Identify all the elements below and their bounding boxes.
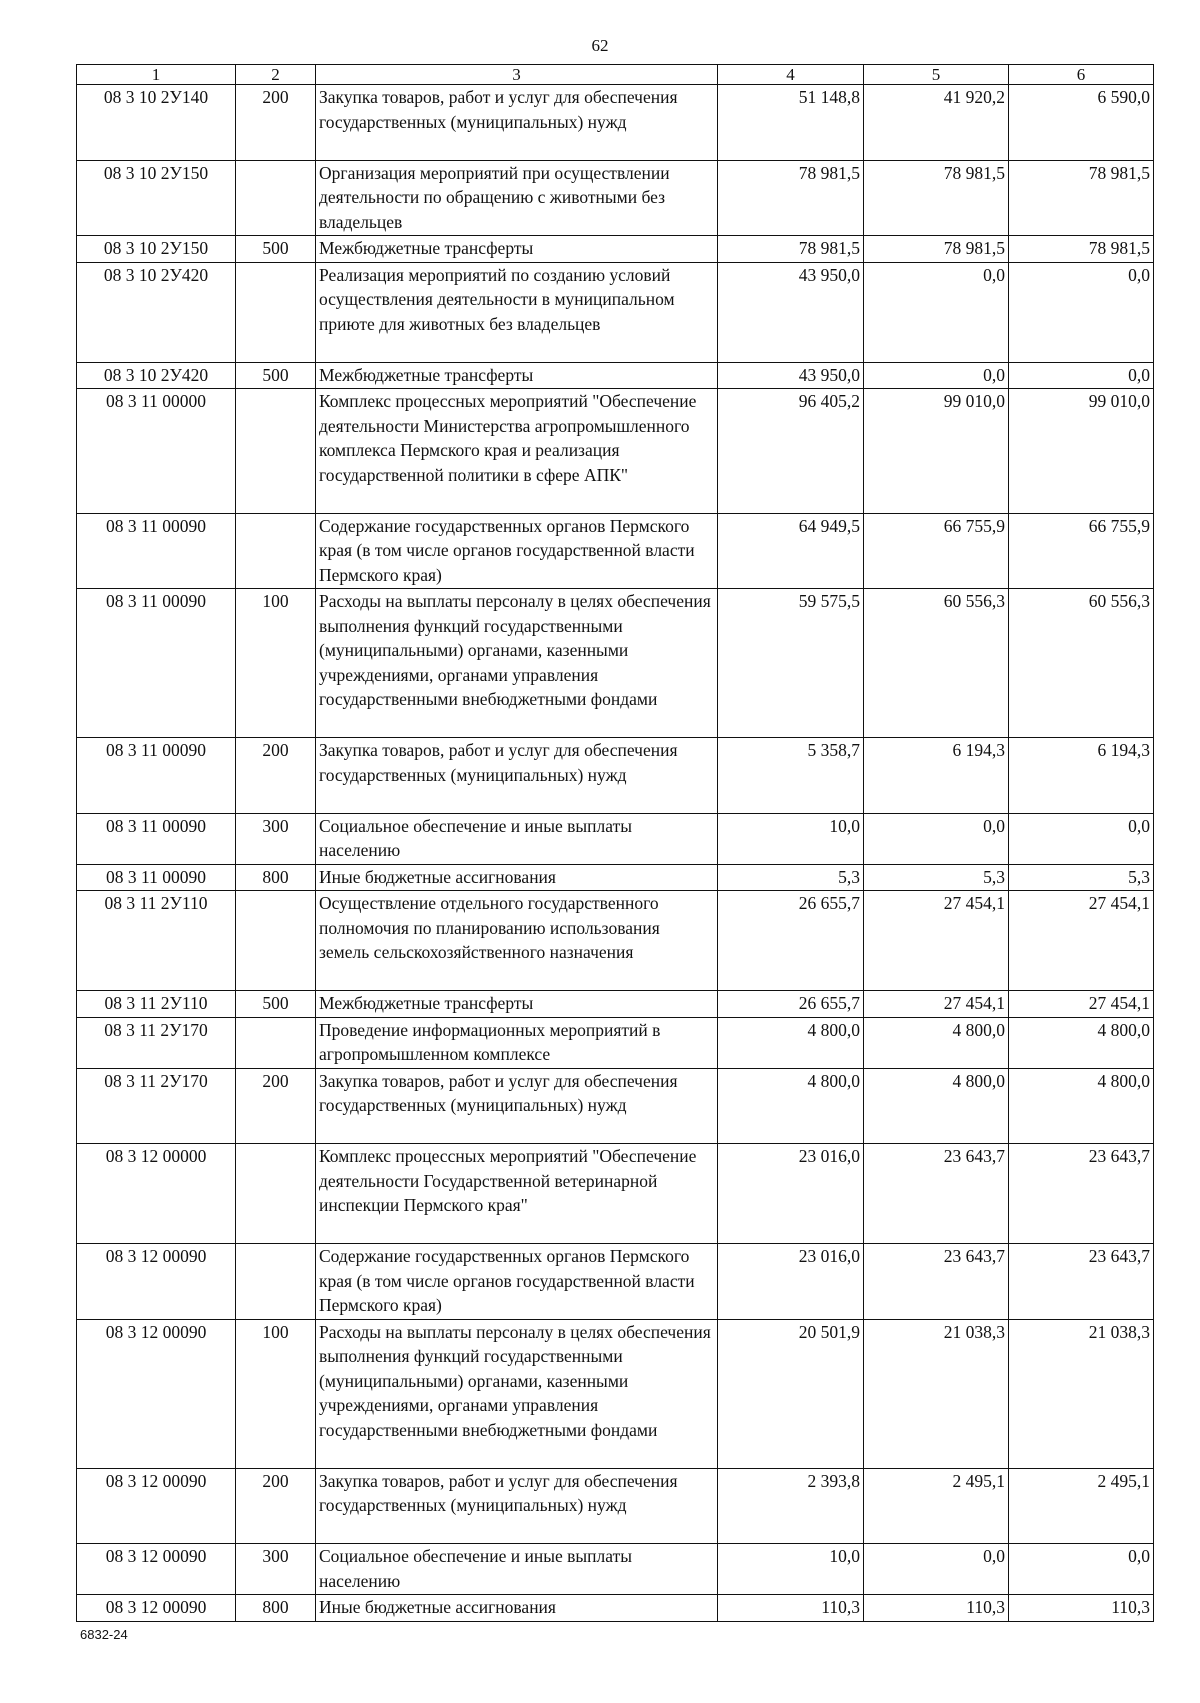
row-description: Расходы на выплаты персоналу в целях обеспечения выполнения функций государственными (муниципальными) органами, казенными учреждениями, органами управления государственными внебюджетными фондами [316,589,718,738]
row-value-col4: 51 148,8 [718,85,864,161]
row-value-col6: 4 800,0 [1009,1017,1154,1068]
row-value-col5: 2 495,1 [864,1468,1009,1544]
row-description: Социальное обеспечение и иные выплаты населению [316,1544,718,1595]
row-description: Реализация мероприятий по созданию условий осуществления деятельности в муниципальном приюте для животных без владельцев [316,262,718,362]
row-type [236,1144,316,1244]
row-value-col4: 2 393,8 [718,1468,864,1544]
row-value-col5: 23 643,7 [864,1244,1009,1320]
row-value-col6: 6 194,3 [1009,738,1154,814]
row-code: 08 3 12 00000 [77,1144,236,1244]
row-value-col6: 78 981,5 [1009,160,1154,236]
row-value-col5: 78 981,5 [864,160,1009,236]
row-code: 08 3 11 2У170 [77,1017,236,1068]
row-type: 200 [236,738,316,814]
table-row [77,1595,1154,1622]
row-value-col5: 0,0 [864,262,1009,362]
page-number: 62 [591,36,609,55]
table-row [77,389,1154,514]
row-value-col6: 23 643,7 [1009,1244,1154,1320]
row-code: 08 3 12 00090 [77,1244,236,1320]
row-description: Осуществление отдельного государственного полномочия по планированию использования земель сельскохозяйственного назначения [316,891,718,991]
row-code: 08 3 11 00090 [77,813,236,864]
table-row [77,738,1154,814]
row-value-col5: 23 643,7 [864,1144,1009,1244]
row-description: Содержание государственных органов Пермского края (в том числе органов государственной власти Пермского края) [316,1244,718,1320]
row-value-col6: 110,3 [1009,1595,1154,1622]
table-row [77,1068,1154,1144]
header-col-3: 3 [316,65,718,85]
row-value-col4: 4 800,0 [718,1068,864,1144]
row-value-col5: 41 920,2 [864,85,1009,161]
row-value-col6: 21 038,3 [1009,1319,1154,1468]
row-code: 08 3 12 00090 [77,1544,236,1595]
row-description: Закупка товаров, работ и услуг для обеспечения государственных (муниципальных) нужд [316,85,718,161]
row-code: 08 3 11 00090 [77,513,236,589]
table-body [77,85,1154,1622]
row-code: 08 3 11 00090 [77,589,236,738]
row-description: Расходы на выплаты персоналу в целях обеспечения выполнения функций государственными (муниципальными) органами, казенными учреждениями, органами управления государственными внебюджетными фондами [316,1319,718,1468]
row-value-col6: 0,0 [1009,362,1154,389]
row-type: 500 [236,236,316,263]
header-col-5: 5 [864,65,1009,85]
row-type [236,1244,316,1320]
row-description: Межбюджетные трансферты [316,991,718,1018]
row-value-col4: 4 800,0 [718,1017,864,1068]
table-row [77,1244,1154,1320]
table-row [77,891,1154,991]
row-value-col4: 20 501,9 [718,1319,864,1468]
row-value-col4: 78 981,5 [718,160,864,236]
row-value-col5: 4 800,0 [864,1068,1009,1144]
row-description: Социальное обеспечение и иные выплаты населению [316,813,718,864]
row-value-col4: 43 950,0 [718,262,864,362]
row-type: 800 [236,864,316,891]
row-type [236,160,316,236]
row-code: 08 3 11 00090 [77,864,236,891]
row-type [236,262,316,362]
row-code: 08 3 11 2У170 [77,1068,236,1144]
header-col-6: 6 [1009,65,1154,85]
row-value-col5: 4 800,0 [864,1017,1009,1068]
row-code: 08 3 10 2У150 [77,160,236,236]
row-value-col6: 2 495,1 [1009,1468,1154,1544]
row-code: 08 3 10 2У420 [77,262,236,362]
row-value-col4: 96 405,2 [718,389,864,514]
row-value-col5: 78 981,5 [864,236,1009,263]
header-col-4: 4 [718,65,864,85]
row-value-col6: 5,3 [1009,864,1154,891]
row-description: Межбюджетные трансферты [316,236,718,263]
row-value-col5: 66 755,9 [864,513,1009,589]
row-code: 08 3 11 00090 [77,738,236,814]
row-value-col5: 27 454,1 [864,891,1009,991]
row-value-col6: 27 454,1 [1009,991,1154,1018]
row-value-col6: 60 556,3 [1009,589,1154,738]
row-code: 08 3 12 00090 [77,1468,236,1544]
row-value-col5: 0,0 [864,1544,1009,1595]
table-row [77,1017,1154,1068]
row-value-col5: 6 194,3 [864,738,1009,814]
row-type [236,1017,316,1068]
row-value-col4: 10,0 [718,813,864,864]
row-description: Проведение информационных мероприятий в агропромышленном комплексе [316,1017,718,1068]
table-row [77,813,1154,864]
row-type [236,389,316,514]
row-type: 500 [236,362,316,389]
row-value-col4: 5,3 [718,864,864,891]
row-value-col6: 6 590,0 [1009,85,1154,161]
row-description: Организация мероприятий при осуществлении деятельности по обращению с животными без владельцев [316,160,718,236]
row-value-col4: 23 016,0 [718,1244,864,1320]
table-row [77,1468,1154,1544]
row-value-col6: 0,0 [1009,813,1154,864]
row-description: Комплекс процессных мероприятий "Обеспечение деятельности Министерства агропромышленного комплекса Пермского края и реализация государственной политики в сфере АПК" [316,389,718,514]
row-value-col6: 78 981,5 [1009,236,1154,263]
row-type [236,891,316,991]
row-value-col4: 26 655,7 [718,891,864,991]
budget-table [76,64,1154,1622]
row-code: 08 3 10 2У150 [77,236,236,263]
row-value-col5: 5,3 [864,864,1009,891]
row-value-col6: 99 010,0 [1009,389,1154,514]
table-row [77,1319,1154,1468]
row-value-col4: 5 358,7 [718,738,864,814]
table-header-row [77,65,1154,85]
row-value-col6: 23 643,7 [1009,1144,1154,1244]
row-code: 08 3 10 2У420 [77,362,236,389]
row-type: 200 [236,1468,316,1544]
row-value-col5: 99 010,0 [864,389,1009,514]
table-row [77,589,1154,738]
row-value-col4: 10,0 [718,1544,864,1595]
table-row [77,85,1154,161]
row-description: Закупка товаров, работ и услуг для обеспечения государственных (муниципальных) нужд [316,738,718,814]
row-value-col4: 59 575,5 [718,589,864,738]
row-value-col6: 66 755,9 [1009,513,1154,589]
row-code: 08 3 12 00090 [77,1595,236,1622]
row-value-col4: 110,3 [718,1595,864,1622]
row-type: 200 [236,1068,316,1144]
row-description: Иные бюджетные ассигнования [316,1595,718,1622]
table-row [77,262,1154,362]
row-description: Содержание государственных органов Пермского края (в том числе органов государственной власти Пермского края) [316,513,718,589]
row-code: 08 3 12 00090 [77,1319,236,1468]
table-row [77,1144,1154,1244]
row-value-col6: 4 800,0 [1009,1068,1154,1144]
row-value-col4: 23 016,0 [718,1144,864,1244]
row-type [236,513,316,589]
row-description: Закупка товаров, работ и услуг для обеспечения государственных (муниципальных) нужд [316,1468,718,1544]
row-type: 500 [236,991,316,1018]
row-value-col5: 0,0 [864,362,1009,389]
table-row [77,513,1154,589]
header-col-1: 1 [77,65,236,85]
row-value-col6: 27 454,1 [1009,891,1154,991]
row-value-col5: 0,0 [864,813,1009,864]
row-value-col5: 60 556,3 [864,589,1009,738]
row-type: 200 [236,85,316,161]
table-row [77,362,1154,389]
row-value-col4: 26 655,7 [718,991,864,1018]
document-code: 6832-24 [80,1627,128,1642]
table-row [77,864,1154,891]
row-value-col6: 0,0 [1009,1544,1154,1595]
row-value-col6: 0,0 [1009,262,1154,362]
row-type: 100 [236,1319,316,1468]
row-value-col5: 21 038,3 [864,1319,1009,1468]
row-description: Межбюджетные трансферты [316,362,718,389]
row-description: Закупка товаров, работ и услуг для обеспечения государственных (муниципальных) нужд [316,1068,718,1144]
row-code: 08 3 10 2У140 [77,85,236,161]
row-code: 08 3 11 2У110 [77,891,236,991]
row-description: Комплекс процессных мероприятий "Обеспечение деятельности Государственной ветеринарной инспекции Пермского края" [316,1144,718,1244]
row-code: 08 3 11 00000 [77,389,236,514]
row-description: Иные бюджетные ассигнования [316,864,718,891]
table-row [77,160,1154,236]
row-value-col5: 110,3 [864,1595,1009,1622]
table-row [77,1544,1154,1595]
row-type: 300 [236,813,316,864]
row-type: 800 [236,1595,316,1622]
row-type: 300 [236,1544,316,1595]
row-code: 08 3 11 2У110 [77,991,236,1018]
row-value-col4: 43 950,0 [718,362,864,389]
header-col-2: 2 [236,65,316,85]
table-row [77,991,1154,1018]
row-value-col4: 64 949,5 [718,513,864,589]
row-value-col4: 78 981,5 [718,236,864,263]
table-row [77,236,1154,263]
row-value-col5: 27 454,1 [864,991,1009,1018]
row-type: 100 [236,589,316,738]
